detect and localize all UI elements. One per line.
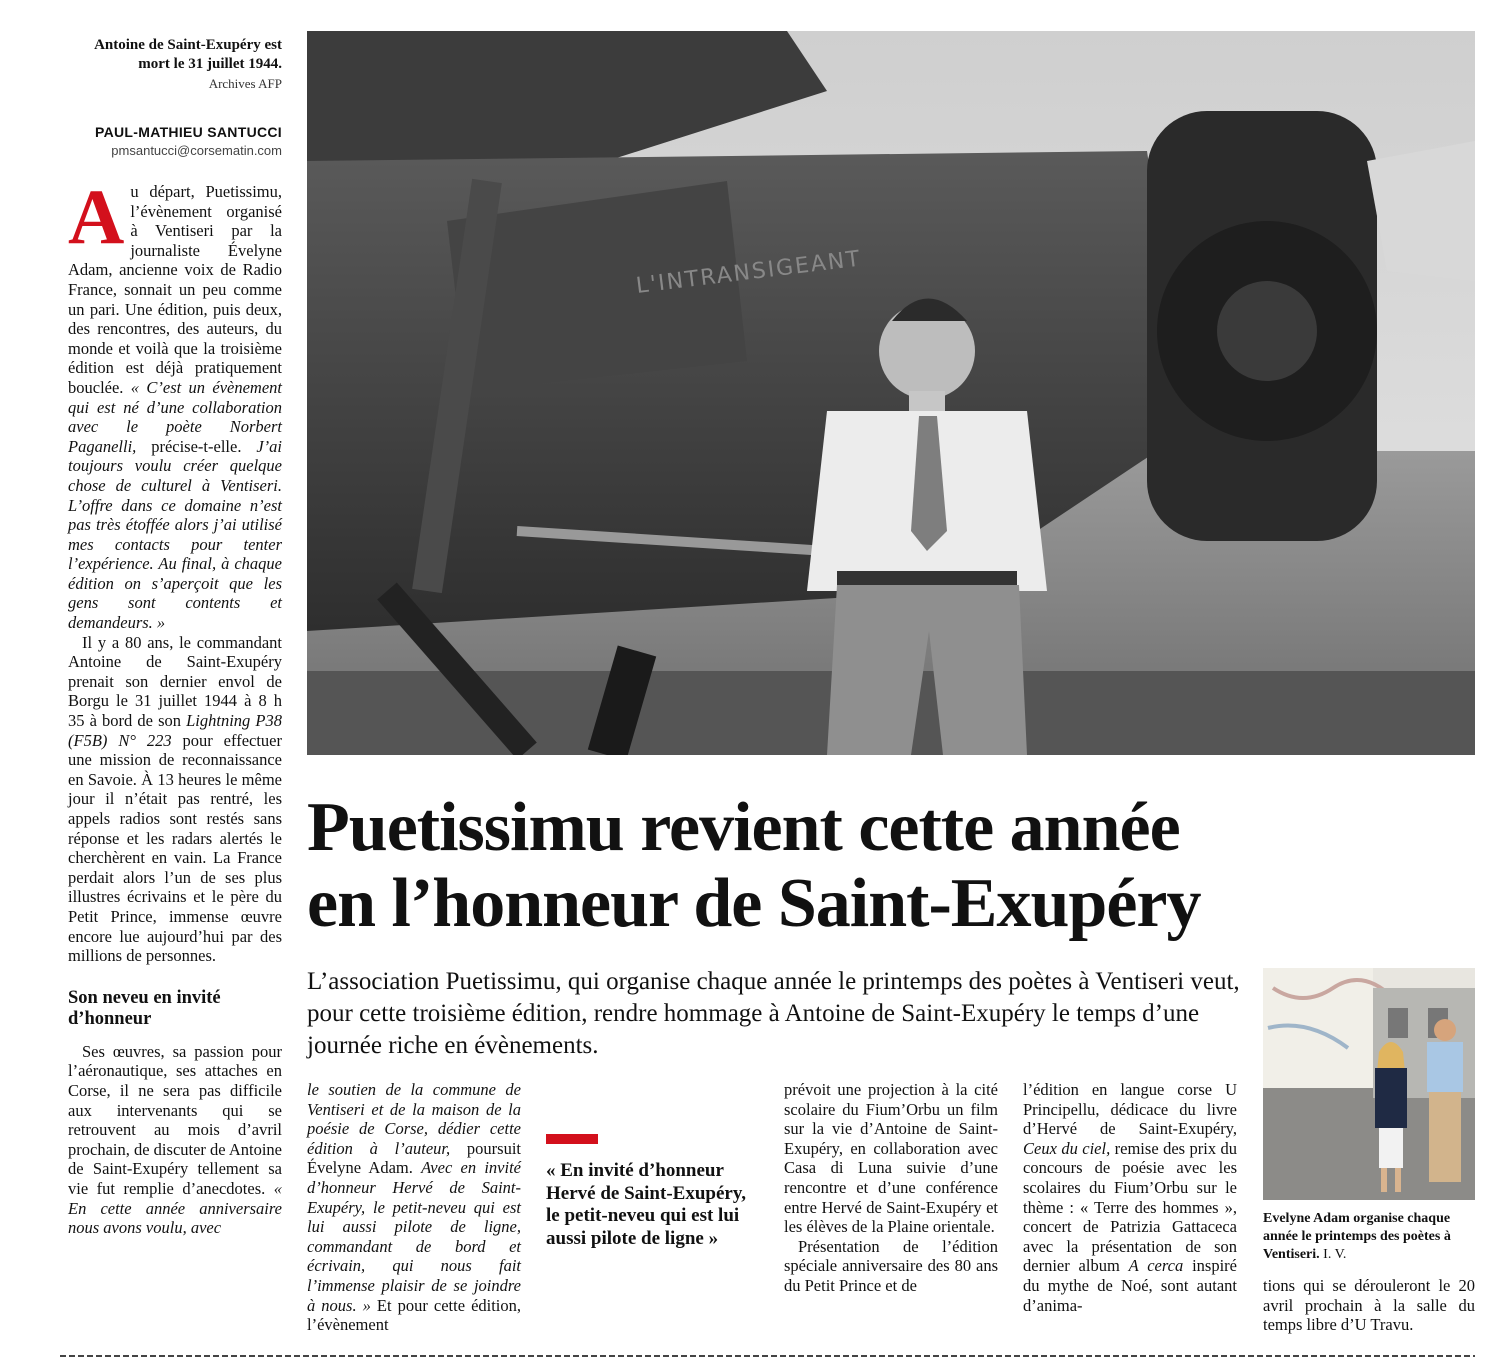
people-photo-illustration (1263, 968, 1475, 1200)
caption-line-2: mort le 31 juillet 1944. (138, 56, 282, 72)
quote: « En cette année anniversaire nous avons voulu, avec (68, 1178, 282, 1238)
text: inspiré du mythe de Noé, sont autant d’anima- (1023, 1256, 1238, 1315)
page-bottom-rule (60, 1355, 1475, 1357)
article-column-1 (68, 173, 283, 1238)
paragraph (1023, 1080, 1237, 1315)
byline (60, 124, 282, 158)
caption-credit: Archives AFP (208, 76, 282, 91)
headline-line-2: en l’honneur de Saint-Exupéry (307, 865, 1201, 942)
drop-cap: A (68, 173, 125, 260)
text: poursuit Évelyne Adam. (307, 1138, 522, 1178)
album-title: A cerca (1128, 1256, 1184, 1276)
headline (307, 790, 1487, 942)
paragraph: tions qui se dérouleront le 20 avril prochain à la salle du temps libre d’U Travu. (1263, 1276, 1475, 1335)
quote: Avec en invité d’honneur Hervé de Saint-Exupéry, le petit-neveu qui est lui aussi pilote de ligne, commandant de bord et écrivain, qui nous fait l’immense plaisir de se joindre à nous. » (307, 1158, 521, 1315)
quote: le soutien de la commune de Ventiseri et de la maison de la poésie de Corse, dédier cette édition à l’auteur, (307, 1080, 521, 1158)
text: Il y a 80 ans, le commandant Antoine de Saint-Exupéry prenait son dernier envol de Borgu le 31 juillet 1944 à 8 h 35 à bord de son (68, 632, 282, 731)
paragraph (68, 1042, 282, 1238)
article-column-4 (1023, 1080, 1237, 1315)
paragraph (307, 1080, 521, 1335)
article-column-2 (307, 1080, 521, 1335)
paragraph (68, 173, 283, 633)
text: u départ, Puetissimu, l’évènement organisé à Ventiseri par la journaliste Évelyne Adam, ancienne voix de Radio France, sonnait un peu comme un pari. Une édition, puis deux, des rencontres, des auteurs, du monde et voilà que la troisième édition est déjà pratiquement bouclée. (68, 182, 282, 397)
quote: J’ai toujours voulu créer quelque chose de culturel à Ventiseri. L’offre dans ce domaine n’est pas très étoffée alors j’ai utilisé mes contacts pour tenter l’expérience. Au final, à chaque édition on s’aperçoit que les gens sont contents et demandeurs. » (68, 436, 283, 633)
author-email[interactable]: pmsantucci@corsematin.com (111, 143, 282, 158)
pull-quote-accent-bar (546, 1134, 598, 1144)
secondary-photo-caption (1263, 1210, 1475, 1264)
photo-caption (60, 36, 282, 93)
caption-credit: I. V. (1323, 1247, 1347, 1262)
headline-line-1: Puetissimu revient cette année (307, 789, 1180, 866)
caption-text: Evelyne Adam organise chaque année le printemps des poètes à Ventiseri. (1263, 1211, 1451, 1262)
text: précise-t-elle. (151, 436, 242, 456)
book-title: Ceux du ciel, (1023, 1138, 1111, 1158)
fuselage-lettering: L'INTRANSIGEANT (634, 246, 863, 299)
pull-quote (546, 1134, 761, 1250)
subheading: Son neveu en invité d’honneur (68, 987, 221, 1029)
article-column-5 (1263, 1276, 1475, 1335)
text: pour effectuer une mission de reconnaissance en Savoie. À 13 heures le même jour il n’était pas rentré, les appels radios sont restés sans réponse et les radars alertés le cherchèrent en vain. La France perdait alors l’un de ses plus illustres écrivains et le père du Petit Prince, immense œuvre encore lue aujourd’hui par des millions de personnes. (68, 730, 282, 966)
quote: « C’est un évènement qui est né d’une collaboration avec le poète Norbert Paganelli, (68, 377, 282, 456)
author-name: PAUL-MATHIEU SANTUCCI (95, 124, 282, 140)
secondary-photo (1263, 968, 1475, 1200)
lead-paragraph: L’association Puetissimu, qui organise chaque année le printemps des poètes à Ventiseri veut, pour cette troisième édition, rendre hommage à Antoine de Saint-Exupéry le temps d’une journée riche en évènements. (307, 968, 1240, 1059)
paragraph (68, 633, 282, 966)
text: Et pour cette édition, l’évènement (307, 1295, 522, 1335)
article-column-3 (784, 1080, 998, 1296)
pull-quote-text: « En invité d’honneur Hervé de Saint-Exupéry, le petit-neveu qui est lui aussi pilote de ligne » (546, 1160, 747, 1249)
paragraph: Présentation de l’édition spéciale anniversaire des 80 ans du Petit Prince et de (784, 1236, 998, 1295)
caption-line-1: Antoine de Saint-Exupéry est (94, 37, 282, 53)
text: remise des prix du concours de poésie avec les scolaires du Fium’Orbu sur le thème : « Terre des hommes », concert de Patrizia Gattaceca avec la présentation de son dernier album (1023, 1138, 1238, 1276)
text: l’édition en langue corse U Principellu, dédicace du livre d’Hervé de Saint-Exupéry, (1023, 1080, 1237, 1139)
main-photo (307, 31, 1475, 755)
paragraph: prévoit une projection à la cité scolaire du Fium’Orbu un film sur la vie d’Antoine de Saint-Exupéry, en collaboration avec Casa di Luna suivie d’une rencontre et d’une conférence entre Hervé de Saint-Exupéry et les élèves de la Plaine orientale. (784, 1080, 998, 1237)
plane-photo-illustration (307, 31, 1475, 755)
aircraft-name: Lightning P38 (F5B) N° 223 (68, 711, 282, 750)
text: Ses œuvres, sa passion pour l’aéronautique, ses attaches en Corse, il ne sera pas difficile aux intervenants qui se retrouvent au mois d’avril prochain, de discuter de Antoine de Saint-Exupéry tellement sa vie fut remplie d’anecdotes. (68, 1041, 282, 1198)
